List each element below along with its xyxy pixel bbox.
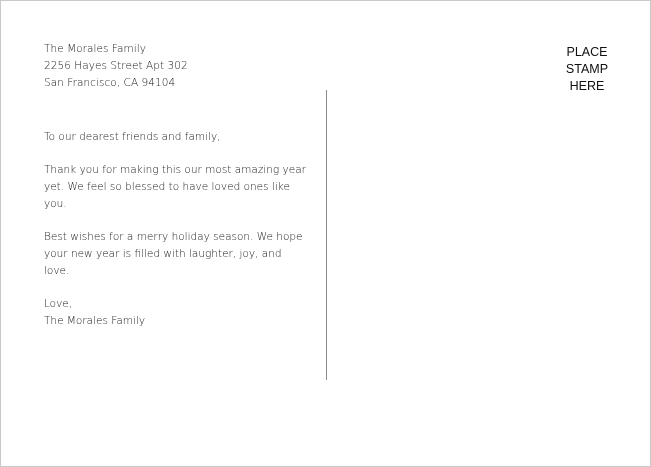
center-divider: [326, 90, 327, 380]
message-body: [44, 129, 309, 346]
message-signature: The Morales Family: [44, 315, 146, 327]
message-greeting: To our dearest friends and family,: [44, 131, 221, 143]
message-signoff: [44, 296, 309, 330]
stamp-line-1: PLACE: [566, 45, 608, 59]
stamp-line-3: HERE: [569, 79, 605, 93]
message-paragraph-2: Best wishes for a merry holiday season. We hope your new year is filled with laughter, joy, and love.: [44, 231, 303, 277]
message-closing: Love,: [44, 298, 73, 310]
return-address-street: 2256 Hayes Street Apt 302: [44, 60, 188, 72]
return-address-city: San Francisco, CA 94104: [44, 77, 176, 89]
message-paragraph-1: Thank you for making this our most amazing year yet. We feel so blessed to have loved ones like you.: [44, 164, 306, 210]
return-address: [44, 41, 188, 92]
stamp-line-2: STAMP: [565, 62, 609, 76]
return-address-name: The Morales Family: [44, 43, 146, 55]
stamp-placeholder: [559, 44, 615, 95]
